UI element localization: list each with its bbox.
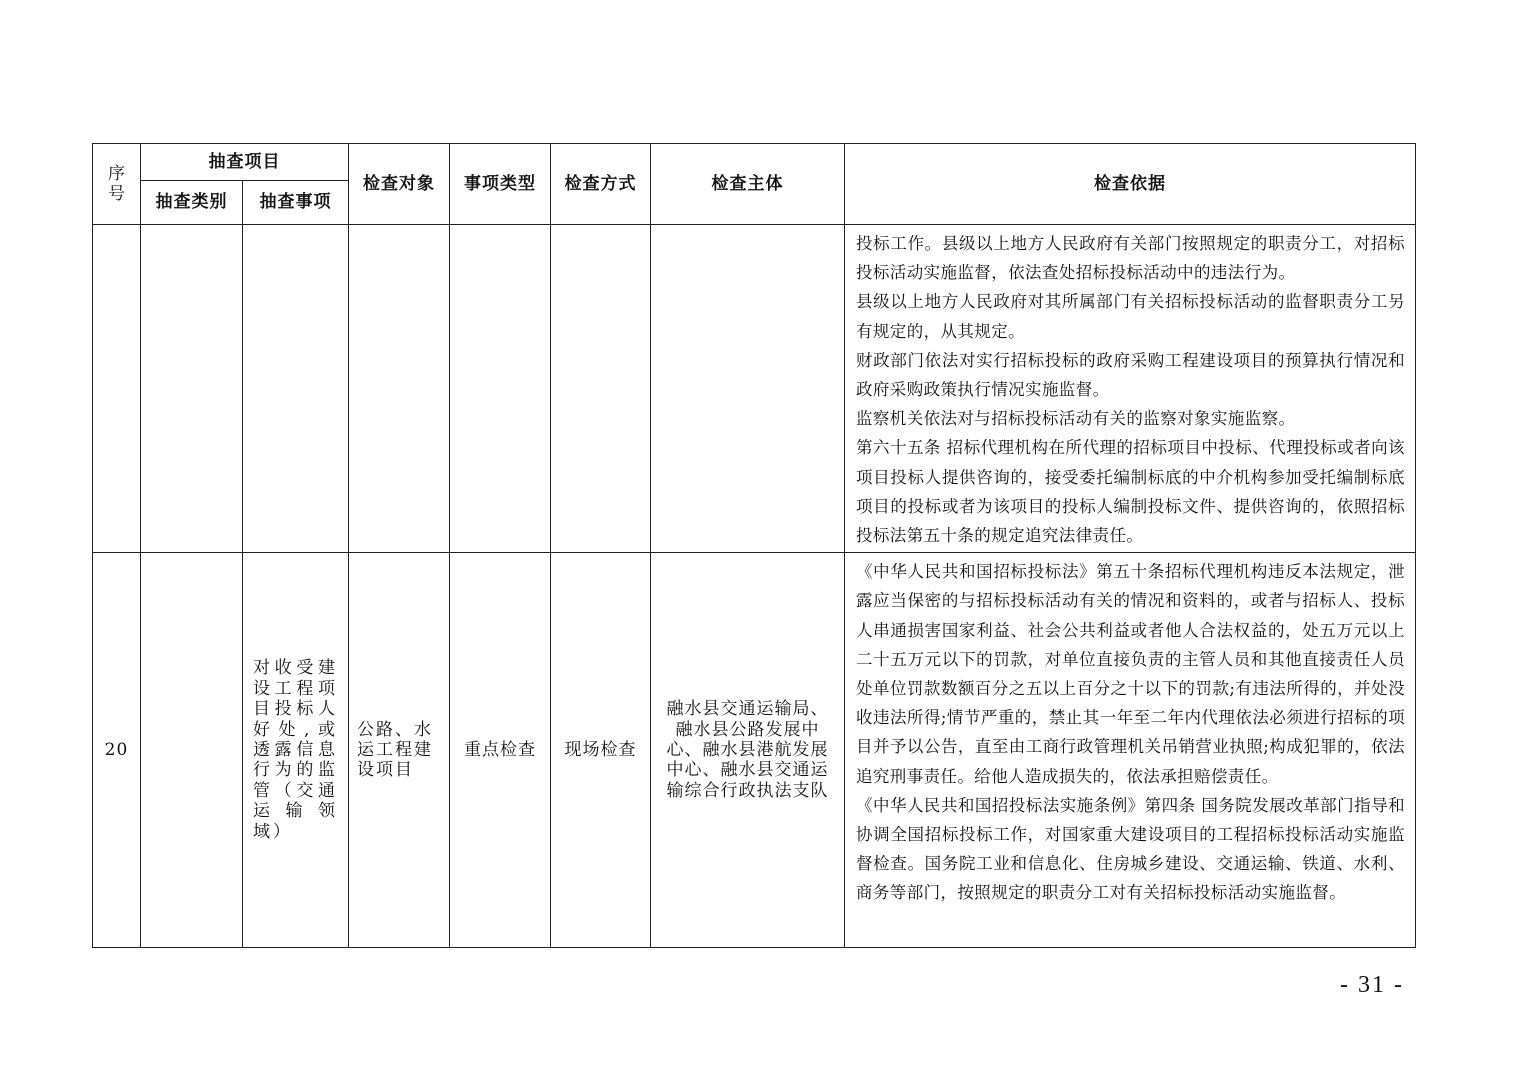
row-type: 重点检查 [450, 553, 551, 948]
row-seq [93, 225, 141, 553]
table-row [93, 225, 1416, 553]
table-row [93, 553, 1416, 948]
basis-paragraph: 《中华人民共和国招标投标法》第五十条招标代理机构违反本法规定，泄露应当保密的与招标投标活动有关的情况和资料的，或者与招标人、投标人串通损害国家利益、社会公共利益或者他人合法权益的，处五万元以上二十五万元以下的罚款，对单位直接负责的主管人员和其他直接责任人员处单位罚款数额百分之五以上百分之十以下的罚款;有违法所得的，并处没收违法所得;情节严重的，禁止其一年至二年内代理依法必须进行招标的项目并予以公告，直至由工商行政管理机关吊销营业执照;构成犯罪的，依法追究刑事责任。给他人造成损失的，依法承担赔偿责任。 [856, 562, 1405, 786]
row-category [141, 553, 243, 948]
row-method [551, 225, 651, 553]
row-method: 现场检查 [551, 553, 651, 948]
basis-paragraph: 财政部门依法对实行招标投标的政府采购工程建设项目的预算执行情况和政府采购政策执行情况实施监督。 [856, 350, 1405, 400]
row-object: 公路、水运工程建设项目 [349, 553, 450, 948]
row-seq: 20 [93, 553, 141, 948]
row-object [349, 225, 450, 553]
row-basis [845, 225, 1416, 553]
header-seq: 序号 [93, 144, 141, 225]
header-item-group: 抽查项目 [141, 144, 349, 181]
row-type [450, 225, 551, 553]
header-category: 抽查类别 [141, 181, 243, 225]
header-subject: 检查主体 [651, 144, 845, 225]
inspection-table [92, 143, 1416, 948]
basis-paragraph: 监察机关依法对与招标投标活动有关的监察对象实施监察。 [856, 409, 1296, 429]
basis-paragraph: 投标工作。县级以上地方人民政府有关部门按照规定的职责分工，对招标投标活动实施监督，依法查处招标投标活动中的违法行为。 [856, 234, 1405, 283]
row-basis [845, 553, 1416, 948]
header-object: 检查对象 [349, 144, 450, 225]
row-category [141, 225, 243, 553]
basis-paragraph: 县级以上地方人民政府对其所属部门有关招标投标活动的监督职责分工另有规定的，从其规定。 [856, 292, 1405, 341]
page-number: - 31 - [1340, 972, 1404, 998]
header-item: 抽查事项 [243, 181, 349, 225]
basis-paragraph: 《中华人民共和国招投标法实施条例》第四条 国务院发展改革部门指导和协调全国招标投标工作，对国家重大建设项目的工程招标投标活动实施监督检查。国务院工业和信息化、住房城乡建设、交通运输、铁道、水利、商务等部门，按照规定的职责分工对有关招标投标活动实施监督。 [856, 795, 1405, 903]
header-method: 检查方式 [551, 144, 651, 225]
header-basis: 检查依据 [845, 144, 1416, 225]
row-subject: 融水县交通运输局、融水县公路发展中心、融水县港航发展中心、融水县交通运输综合行政执法支队 [651, 553, 845, 948]
row-item [243, 225, 349, 553]
row-subject [651, 225, 845, 553]
header-type: 事项类型 [450, 144, 551, 225]
row-item: 对收受建设工程项目投标人好处,或透露信息行为的监管（交通运输领域） [243, 553, 349, 948]
basis-paragraph: 第六十五条 招标代理机构在所代理的招标项目中投标、代理投标或者向该项目投标人提供咨询的，接受委托编制标底的中介机构参加受托编制标底项目的投标或者为该项目的投标人编制投标文件、提供咨询的，依照招标投标法第五十条的规定追究法律责任。 [856, 438, 1405, 546]
